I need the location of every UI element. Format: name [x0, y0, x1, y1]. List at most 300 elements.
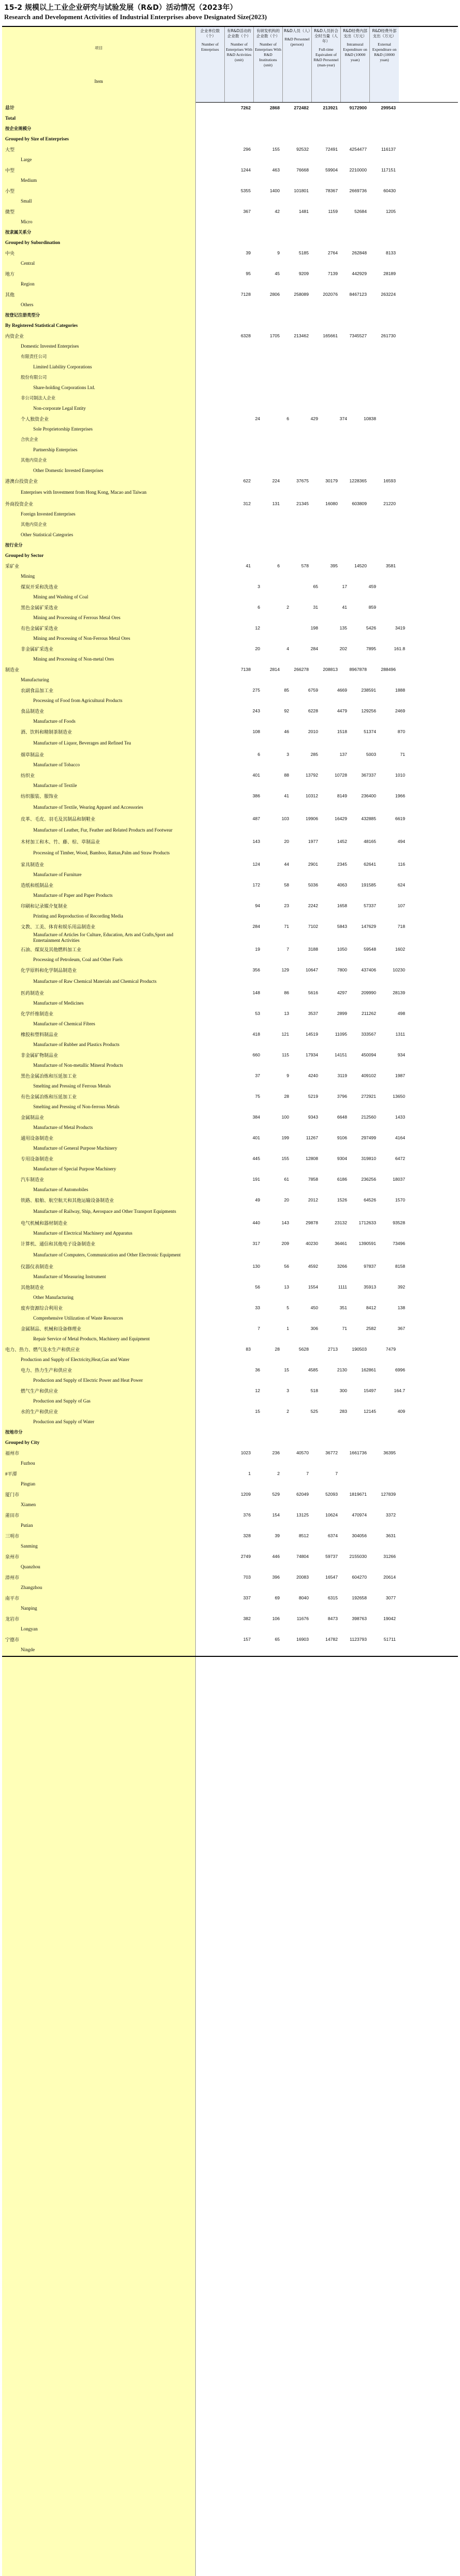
- table-cell: 7138: [240, 667, 251, 672]
- row-label: 食品制造业: [21, 708, 45, 714]
- table-row-label: [2, 1249, 458, 1261]
- table-cell: 525: [310, 1409, 318, 1414]
- table-row-label: [2, 847, 458, 859]
- cell-empty: [195, 1593, 224, 1603]
- table-cell: 266278: [294, 667, 309, 672]
- row-label: Xiamen: [21, 1502, 36, 1507]
- table-cell: 52093: [325, 1492, 338, 1497]
- row-label: Sole Proprietorship Enterprises: [33, 426, 93, 432]
- cell-empty: [195, 1510, 224, 1520]
- cell-empty: [205, 685, 234, 695]
- row-label: 文教、工美、体育和娱乐用品制造业: [21, 924, 96, 929]
- row-label: 电气机械和器材制造业: [21, 1220, 68, 1226]
- header-col-rd-institutions: 有研发机构的企业数（个） Number of Enterprises With R&D Institutions (unit): [254, 27, 283, 102]
- table-cell: 71: [284, 924, 289, 929]
- row-label: 泉州市: [5, 1554, 20, 1559]
- cell-empty: [205, 413, 234, 424]
- row-label: 化学原料和化学制品制造业: [21, 967, 77, 973]
- table-row: [2, 1468, 458, 1479]
- row-label: Manufacture of Measuring Instrument: [33, 1274, 106, 1279]
- table-row-label: [2, 824, 458, 836]
- row-label: Mining and Processing of Non-Ferrous Metal Ores: [33, 636, 131, 641]
- table-header: [2, 26, 458, 103]
- table-row: [2, 1510, 458, 1520]
- table-cell: 2806: [269, 292, 280, 297]
- table-cell: 213462: [294, 333, 309, 338]
- table-cell: 395: [330, 563, 338, 568]
- cell-empty: [195, 144, 224, 154]
- table-row: [2, 1261, 458, 1271]
- table-cell: 42: [275, 209, 280, 214]
- table-cell: 450: [310, 1305, 318, 1310]
- cell-empty: [205, 859, 234, 869]
- table-row-label: [2, 509, 458, 519]
- table-cell: 172: [252, 882, 260, 888]
- table-title-en: Research and Development Activities of Industrial Enterprises above Designated Size(2023): [4, 13, 267, 21]
- table-row-label: [2, 1313, 458, 1323]
- table-cell: 296: [243, 147, 251, 152]
- table-cell: 367: [243, 209, 251, 214]
- table-cell: 3188: [308, 947, 318, 952]
- table-cell: 36772: [325, 1450, 338, 1455]
- table-row-label: [2, 540, 458, 550]
- table-cell: 157: [243, 1637, 251, 1642]
- table-row-label: [2, 320, 458, 331]
- table-cell: 2899: [337, 1011, 347, 1016]
- table-row: [2, 1153, 458, 1164]
- table-cell: 859: [368, 605, 376, 610]
- table-cell: 283: [339, 1409, 347, 1414]
- table-cell: 7128: [240, 292, 251, 297]
- table-cell: 299543: [381, 105, 396, 110]
- table-cell: 4669: [337, 688, 347, 693]
- table-cell: 40570: [296, 1450, 309, 1455]
- table-cell: 459: [368, 584, 376, 589]
- table-bottom-rule: [2, 1656, 458, 1657]
- table-cell: 121: [281, 1032, 289, 1037]
- table-cell: 4592: [308, 1264, 318, 1269]
- table-row-label: [2, 1101, 458, 1112]
- row-label: 三明市: [5, 1533, 20, 1539]
- row-label: Manufacture of Automobiles: [33, 1187, 89, 1192]
- table-row: [2, 813, 458, 824]
- table-row-label: [2, 737, 458, 749]
- table-row: [2, 206, 458, 217]
- table-cell: 211262: [361, 1011, 376, 1016]
- table-cell: 101801: [294, 188, 309, 193]
- table-cell: 106: [272, 1616, 280, 1621]
- row-label: Manufacture of Furniture: [33, 872, 82, 877]
- row-label: 汽车制造业: [21, 1177, 45, 1182]
- row-label: 按隶属关系分: [5, 230, 32, 235]
- table-cell: 9172900: [349, 105, 367, 110]
- row-label: 金属制品业: [21, 1114, 45, 1120]
- table-row-label: [2, 911, 458, 921]
- cell-empty: [205, 1153, 234, 1164]
- table-cell: [263, 623, 292, 633]
- cell-empty: [205, 581, 234, 592]
- table-cell: 367337: [361, 772, 376, 778]
- cell-empty: [205, 1133, 234, 1143]
- table-cell: 446: [272, 1554, 280, 1559]
- cell-empty: [205, 1029, 234, 1039]
- row-label: 合伙企业: [21, 437, 38, 442]
- table-cell: 10728: [335, 772, 347, 778]
- row-label: Mining and Processing of Non-metal Ores: [33, 656, 114, 662]
- row-label: 化学纤维制造业: [21, 1011, 54, 1017]
- table-cell: 8133: [385, 250, 396, 255]
- row-label: Production and Supply of Electricity,Heat,Gas and Water: [21, 1357, 130, 1362]
- table-cell: 61: [284, 1177, 289, 1182]
- cell-empty: [205, 749, 234, 760]
- table-cell: 6328: [240, 333, 251, 338]
- table-cell: 429: [310, 416, 318, 421]
- table-cell: 2901: [308, 862, 318, 867]
- table-row: [2, 268, 458, 279]
- table-cell: 31266: [383, 1554, 396, 1559]
- table-row-label: [2, 932, 458, 944]
- header-col-external-expenditure: R&D经费外部支出（万元） External Expenditure on R&D (10000 yuan): [370, 27, 399, 102]
- table-cell: 138: [397, 1305, 405, 1310]
- row-label: #平潭: [5, 1471, 17, 1477]
- table-row: [2, 770, 458, 780]
- table-row: [2, 1406, 458, 1416]
- table-cell: 1111: [338, 1284, 347, 1290]
- cell-empty: [205, 1323, 234, 1334]
- row-label: 电力、热力生产和供应业: [21, 1367, 73, 1373]
- table-cell: 1400: [269, 188, 280, 193]
- table-cell: 4: [286, 646, 289, 651]
- cell-empty: [205, 1008, 234, 1019]
- table-row: [2, 1133, 458, 1143]
- table-cell: 5: [286, 1305, 289, 1310]
- header-item-en: Item: [94, 78, 103, 84]
- table-row: [2, 1029, 458, 1039]
- table-row-label: [2, 1562, 458, 1572]
- table-cell: 7: [306, 1471, 309, 1476]
- table-row: [2, 1344, 458, 1354]
- table-cell: 1159: [328, 209, 338, 214]
- row-label: Grouped by Size of Enterprises: [5, 136, 69, 141]
- table-cell: 39: [246, 250, 251, 255]
- table-cell: 165661: [323, 333, 338, 338]
- cell-empty: [205, 1365, 234, 1375]
- row-label: 其他内资企业: [21, 522, 47, 527]
- row-label: Limited Liability Corporations: [33, 364, 92, 369]
- row-label: Manufacture of Special Purpose Machinery: [33, 1166, 117, 1171]
- row-label: 非金属矿物制品业: [21, 1052, 59, 1058]
- table-row: [2, 1091, 458, 1101]
- row-label: Pingtan: [21, 1481, 36, 1486]
- table-row: [2, 498, 458, 509]
- row-label: 电力、热力、燃气及水生产和供应业: [5, 1347, 80, 1352]
- table-cell: 2749: [240, 1554, 251, 1559]
- row-label: Enterprises with Investment from Hong Kong, Macao and Taiwan: [21, 489, 147, 495]
- table-cell: 487: [252, 816, 260, 821]
- table-cell: 3581: [385, 563, 396, 568]
- table-cell: 8158: [395, 1264, 405, 1269]
- table-cell: 2868: [269, 105, 280, 110]
- table-cell: 351: [339, 1305, 347, 1310]
- table-cell: 2669736: [349, 188, 367, 193]
- table-row: [2, 1489, 458, 1499]
- table-cell: 18037: [393, 1177, 405, 1182]
- table-row-label: [2, 217, 458, 227]
- table-row-label: [2, 1354, 458, 1365]
- row-label: 小型: [5, 188, 15, 194]
- header-col-intramural-expenditure: R&D经费内部支出（万元） Intramural Expenditure on R&D (10000 yuan): [341, 27, 370, 102]
- table-row-label: [2, 571, 458, 581]
- row-label: Non-corporate Legal Entity: [33, 406, 86, 411]
- table-row-label: [2, 716, 458, 726]
- row-label: Manufacture of Medicines: [33, 1000, 84, 1006]
- table-cell: 409102: [361, 1073, 376, 1078]
- cell-empty: [205, 921, 234, 932]
- table-cell: 147629: [361, 924, 376, 929]
- table-cell: 498: [397, 1011, 405, 1016]
- table-cell: 7262: [240, 105, 251, 110]
- table-cell: 76668: [296, 167, 309, 173]
- row-label: Processing of Petroleum, Coal and Other Fuels: [33, 957, 123, 962]
- table-cell: 36461: [335, 1241, 347, 1246]
- row-label: Manufacture of Computers, Communication and Other Electronic Equipment: [33, 1252, 181, 1257]
- cell-empty: [205, 813, 234, 824]
- title-block: [4, 3, 455, 21]
- row-label: 按企业规模分: [5, 126, 32, 131]
- header-col-rd-personnel: R&D人员（人） R&D Personnel (person): [283, 27, 312, 102]
- table-cell: 3119: [337, 1073, 347, 1078]
- table-cell: 1023: [240, 1450, 251, 1455]
- table-row-label: [2, 196, 458, 206]
- table-cell: 10624: [325, 1512, 338, 1518]
- table-cell: 6: [277, 563, 280, 568]
- row-label: 酒、饮料和精制茶制造业: [21, 729, 73, 735]
- table-cell: 59904: [325, 167, 338, 173]
- cell-empty: [195, 268, 224, 279]
- table-cell: 20614: [383, 1575, 396, 1580]
- table-cell: 94: [255, 903, 260, 908]
- table-cell: 85: [284, 688, 289, 693]
- table-cell: 213921: [323, 105, 338, 110]
- cell-empty: [195, 206, 224, 217]
- cell-empty: [195, 664, 224, 675]
- table-row-label: [2, 154, 458, 165]
- row-label: 总计: [5, 105, 15, 110]
- table-row: [2, 880, 458, 890]
- table-row-label: [2, 1437, 458, 1448]
- table-cell: 261730: [381, 333, 396, 338]
- table-row-label: [2, 1184, 458, 1195]
- table-row-label: [2, 434, 458, 445]
- table-row-label: [2, 780, 458, 791]
- table-row-label: [2, 113, 458, 123]
- table-cell: 9304: [337, 1156, 347, 1161]
- table-cell: 11676: [296, 1616, 309, 1621]
- cell-empty: [205, 836, 234, 847]
- row-label: Domestic Invested Enterprises: [21, 344, 79, 349]
- table-row-label: [2, 1271, 458, 1282]
- row-label: 股份有限公司: [21, 375, 47, 380]
- cell-empty: [195, 1344, 224, 1354]
- row-label: Sanming: [21, 1543, 38, 1549]
- table-cell: 155: [272, 147, 280, 152]
- header-col-enterprises: 企业单位数（个） Number of Enterprises: [196, 27, 225, 102]
- table-cell: 29878: [306, 1220, 318, 1225]
- table-cell: 95: [246, 271, 251, 276]
- row-label: Total: [5, 116, 16, 121]
- table-row-label: [2, 123, 458, 134]
- table-cell: 6648: [337, 1114, 347, 1120]
- table-cell: 5185: [298, 250, 309, 255]
- table-cell: 376: [243, 1512, 251, 1518]
- table-row: [2, 1050, 458, 1060]
- table-cell: 202: [339, 646, 347, 651]
- table-row-label: [2, 486, 458, 498]
- table-row: [2, 685, 458, 695]
- cell-empty: [205, 1218, 234, 1228]
- table-title-cn: 15-2 规模以上工业企业研究与试验发展（R&D）活动情况（2023年）: [4, 4, 237, 12]
- table-cell: 4063: [337, 882, 347, 888]
- row-label: Manufacture of Leather, Fur, Feather and Related Products and Footwear: [33, 827, 172, 833]
- cell-empty: [195, 1489, 224, 1499]
- table-cell: 703: [243, 1575, 251, 1580]
- row-label: Smelting and Pressing of Non-ferrous Metals: [33, 1104, 120, 1109]
- table-cell: 69: [275, 1595, 280, 1600]
- table-cell: 9: [286, 1073, 289, 1078]
- table-cell: 275: [252, 688, 260, 693]
- table-cell: 236400: [361, 793, 376, 798]
- table-cell: 129: [281, 967, 289, 972]
- table-cell: 108: [252, 729, 260, 734]
- row-label: 福州市: [5, 1450, 20, 1456]
- table-row-label: [2, 954, 458, 965]
- table-cell: 11267: [306, 1135, 318, 1140]
- table-cell: 72491: [325, 147, 338, 152]
- cell-empty: [205, 1238, 234, 1249]
- table-cell: 12808: [306, 1156, 318, 1161]
- row-label: 非公司制法人企业: [21, 395, 55, 400]
- table-cell: 6: [257, 752, 260, 757]
- table-cell: 190503: [352, 1347, 367, 1352]
- table-cell: 6996: [395, 1367, 405, 1372]
- table-row: [2, 1323, 458, 1334]
- table-cell: 12145: [364, 1409, 376, 1414]
- table-cell: 3419: [395, 625, 405, 631]
- table-cell: 2582: [366, 1326, 376, 1331]
- table-cell: 258089: [294, 292, 309, 297]
- table-cell: 92: [284, 708, 289, 713]
- table-body: [2, 102, 458, 1655]
- row-label: Production and Supply of Water: [33, 1419, 95, 1424]
- table-cell: 15: [255, 1409, 260, 1414]
- table-row-label: [2, 550, 458, 561]
- table-cell: 23: [284, 903, 289, 908]
- table-cell: 28189: [383, 271, 396, 276]
- row-label: 其他制造业: [21, 1284, 45, 1290]
- table-row-label: [2, 1499, 458, 1510]
- table-row: [2, 1195, 458, 1205]
- cell-empty: [195, 1448, 224, 1458]
- row-label: Manufacture of General Purpose Machinery: [33, 1146, 118, 1151]
- table-row-label: [2, 529, 458, 540]
- table-cell: 21220: [383, 501, 396, 506]
- row-label: Mining and Processing of Ferrous Metal Ores: [33, 615, 121, 620]
- table-row-label: [2, 869, 458, 880]
- row-label: 纺织业: [21, 772, 35, 778]
- table-cell: 137: [339, 752, 347, 757]
- table-cell: 1658: [337, 903, 347, 908]
- table-cell: 116137: [381, 147, 396, 152]
- cell-empty: [195, 289, 224, 299]
- table-row-label: [2, 675, 458, 685]
- table-cell: 59737: [325, 1554, 338, 1559]
- table-cell: 1209: [240, 1492, 251, 1497]
- row-label: 通用设备制造业: [21, 1135, 54, 1141]
- table-cell: 4254477: [349, 147, 367, 152]
- row-label: Longyan: [21, 1626, 38, 1632]
- table-row: [2, 1593, 458, 1603]
- cell-empty: [195, 1613, 224, 1624]
- table-row-label: [2, 1228, 458, 1238]
- table-cell: 1554: [308, 1284, 318, 1290]
- table-cell: 97837: [364, 1264, 376, 1269]
- table-cell: 19906: [306, 816, 318, 821]
- row-label: Production and Supply of Electric Power and Heat Power: [33, 1378, 143, 1383]
- table-cell: 1987: [395, 1073, 405, 1078]
- table-cell: [263, 581, 292, 592]
- cell-empty: [205, 791, 234, 801]
- table-cell: 62641: [364, 862, 376, 867]
- table-cell: 20: [255, 646, 260, 651]
- table-cell: 312: [243, 501, 251, 506]
- table-cell: 1819671: [349, 1492, 367, 1497]
- table-cell: 4479: [337, 708, 347, 713]
- table-cell: 1452: [337, 839, 347, 844]
- table-row-label: [2, 1292, 458, 1303]
- table-cell: 208813: [323, 667, 338, 672]
- table-cell: 1712633: [358, 1220, 376, 1225]
- table-row-label: [2, 279, 458, 289]
- table-row-label: [2, 1427, 458, 1437]
- table-cell: 3372: [385, 1512, 396, 1518]
- row-label: 微型: [5, 209, 15, 214]
- table-cell: 21345: [296, 501, 309, 506]
- row-label: Manufacture of Articles for Culture, Education, Arts and Crafts,Sport and Entertainment Activities: [33, 932, 174, 943]
- table-cell: 284: [252, 924, 260, 929]
- table-row: [2, 944, 458, 954]
- cell-empty: [195, 165, 224, 175]
- table-cell: 5628: [298, 1347, 309, 1352]
- table-cell: 71: [400, 752, 405, 757]
- row-label: 按登记注册类型分: [5, 312, 40, 318]
- cell-empty: [195, 331, 224, 341]
- table-cell: 463: [272, 167, 280, 173]
- table-row: [2, 1530, 458, 1541]
- table-cell: 28139: [393, 990, 405, 995]
- table-cell: 93528: [393, 1220, 405, 1225]
- cell-empty: [195, 248, 224, 258]
- table-row: [2, 561, 458, 571]
- table-cell: 56: [255, 1284, 260, 1290]
- table-row: [2, 836, 458, 847]
- row-label: 莆田市: [5, 1512, 20, 1518]
- table-cell: 384: [252, 1114, 260, 1120]
- row-label: 有色金属冶炼和压延加工业: [21, 1094, 77, 1099]
- row-label: 大型: [5, 147, 15, 152]
- table-cell: 56: [284, 1264, 289, 1269]
- table-row-label: [2, 1122, 458, 1133]
- table-row: [2, 1218, 458, 1228]
